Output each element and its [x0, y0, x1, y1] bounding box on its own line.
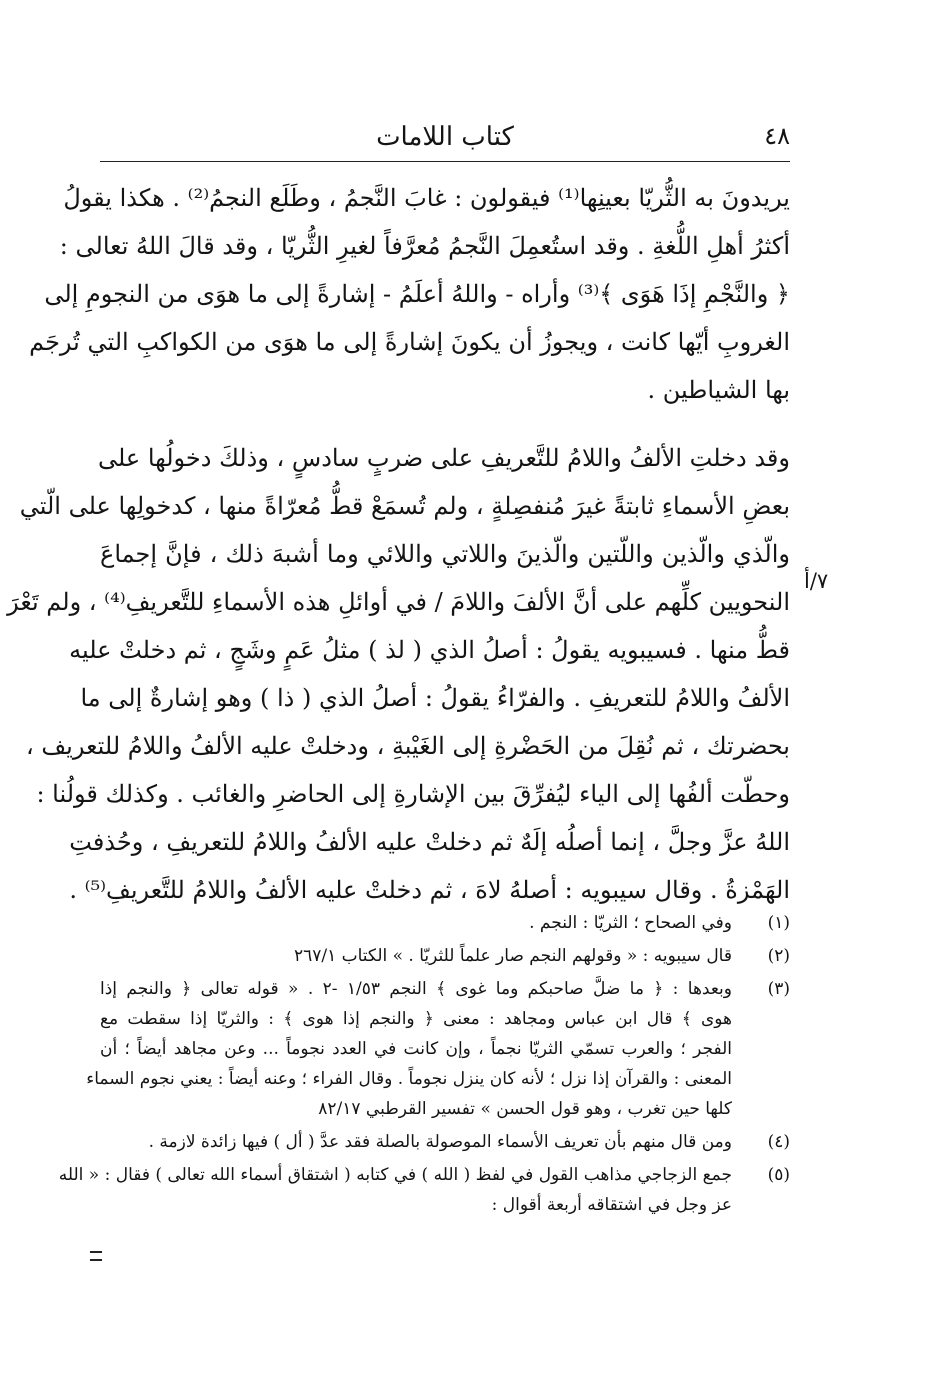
header-rule: [100, 161, 790, 162]
footnote-line: ومن قال منهم بأن تعريف الأسماء الموصولة بالصلة فقد عدَّ ( أل ) فيها زائدة لازمة .: [148, 1132, 732, 1152]
text-line: وقد دخلتِ الألفُ واللامُ للتَّعريفِ على ضربٍ سادسٍ ، وذلكَ دخولُها على: [97, 444, 790, 472]
footnote: [58, 1160, 790, 1220]
text-line: قطُّ منها . فسيبويه يقولُ : أصلُ الذي ( لذ ) مثلُ عَمٍ وشَجٍ ، ثم دخلتْ عليه: [69, 636, 790, 664]
footnote: [100, 941, 790, 971]
text-line: وحطّت ألفُها إلى الياء ليُفرِّقَ بين الإشارةِ إلى الحاضرِ والغائب . وكذلك قولُنا :: [36, 780, 790, 808]
body-paragraph-2: [7, 434, 791, 914]
text-line: اللهُ عزَّ وجلَّ ، إنما أصلُه إلَهٌ ثم دخلتْ عليه الألفُ واللامُ للتعريفِ ، وحُذفتِ: [69, 828, 790, 856]
text-line: الهَمْزةُ . وقال سيبويه : أصلهُ لاهَ ، ثم دخلتْ عليه الألفُ واللامُ للتَّعريفِ⁽⁵⁾ .: [69, 876, 790, 904]
footnote: [86, 974, 790, 1124]
text-line: والّذي والّذين واللّتين والّذينَ واللاتي واللائي وما أشبهَ ذلك ، فإنَّ إجماعَ: [100, 540, 791, 568]
footnote-line: قال سيبويه : « وقولهم النجم صار علماً للثريّا . » الكتاب ٢٦٧/١: [293, 946, 732, 966]
text-line: بها الشياطين .: [647, 376, 790, 404]
text-line: يريدونَ به الثُّريّا بعينِها⁽¹⁾ فيقولون : غابَ النَّجمُ ، وطَلَع النجمُ⁽²⁾ . هكذا يقولُ: [63, 184, 790, 212]
body-paragraph-1: [29, 174, 790, 414]
page-header: [100, 118, 790, 162]
footnote-number: (٤): [767, 1132, 790, 1152]
footnote-line: كلها حين تغرب ، وهو قول الحسن » تفسير القرطبي ٨٢/١٧: [318, 1099, 732, 1119]
footnote-line: الفجر ؛ والعرب تسمّي الثريّا نجماً ، وإن كانت في العدد نجوماً ... وعن مجاهد أيضاً ؛ أن: [100, 1039, 732, 1059]
footnote-line: عز وجل في اشتقاقه أربعة أقوال :: [491, 1195, 732, 1215]
footnote-line: جمع الزجاجي مذاهب القول في لفظ ( الله ) في كتابه ( اشتقاق أسماء الله تعالى ) فقال : « الله: [58, 1165, 732, 1185]
manuscript-folio-note: ٧/أ: [804, 569, 829, 593]
footnotes: [58, 908, 790, 1220]
text-line: الغروبِ أيّها كانت ، ويجوزُ أن يكونَ إشارةً إلى ما هوَى من الكواكبِ التي تُرجَم: [29, 328, 790, 356]
text-line: أكثرُ أهلِ اللُّغةِ . وقد استُعمِلَ النَّجمُ مُعرَّفاً لغيرِ الثُّريّا ، وقد قالَ اللهُ تعالى :: [59, 232, 790, 260]
footnote-number: (١): [767, 913, 790, 933]
running-title: كتاب اللامات: [376, 122, 514, 152]
page-number: ٤٨: [764, 122, 790, 150]
footnote-number: (٣): [767, 979, 790, 999]
footnote-number: (٢): [767, 946, 790, 966]
text-line: الألفُ واللامُ للتعريفِ . والفرّاءُ يقولُ : أصلُ الذي ( ذا ) وهو إشارةٌ إلى ما: [80, 684, 790, 712]
text-line: ﴿ والنَّجْمِ إذَا هَوَى ﴾⁽³⁾ وأراه - واللهُ أعلَمُ - إشارةً إلى ما هوَى من النجومِ إلى: [44, 280, 790, 308]
text-line: النحويين كلِّهم على أنَّ الألفَ واللامَ / في أوائلِ هذه الأسماءِ للتَّعريفِ⁽⁴⁾ ، ولم تَعْرَ: [7, 588, 790, 616]
footnote: [100, 1127, 790, 1157]
text-line: بحضرتك ، ثم نُقِلَ من الحَضْرةِ إلى الغَيْبةِ ، ودخلتْ عليه الألفُ واللامُ للتعريف ،: [25, 732, 790, 760]
footnote-line: وفي الصحاح ؛ الثريّا : النجم .: [529, 913, 732, 933]
footnote-line: هوى ﴾ قال ابن عباس ومجاهد : معنى ﴿ والنجم إذا هوى ﴾ : والثريّا إذا سقطت مع: [100, 1009, 732, 1029]
continuation-mark: [90, 1251, 102, 1261]
footnote-line: وبعدها : ﴿ ما ضلَّ صاحبكم وما غوى ﴾ النجم ١/٥٣ -٢ . « قوله تعالى ﴿ والنجم إذا: [100, 979, 732, 999]
text-line: بعضِ الأسماءِ ثابتةً غيرَ مُنفصِلةٍ ، ولم تُسمَعْ قطُّ مُعرّاةً منها ، كدخولِها على الّتي: [19, 492, 790, 520]
footnote-number: (٥): [767, 1165, 790, 1185]
footnote: [100, 908, 790, 938]
footnote-line: المعنى : والقرآن إذا نزل ؛ لأنه كان ينزل نجوماً . وقال الفراء ؛ وعنه أيضاً : يعني نجوم السماء: [86, 1069, 732, 1089]
